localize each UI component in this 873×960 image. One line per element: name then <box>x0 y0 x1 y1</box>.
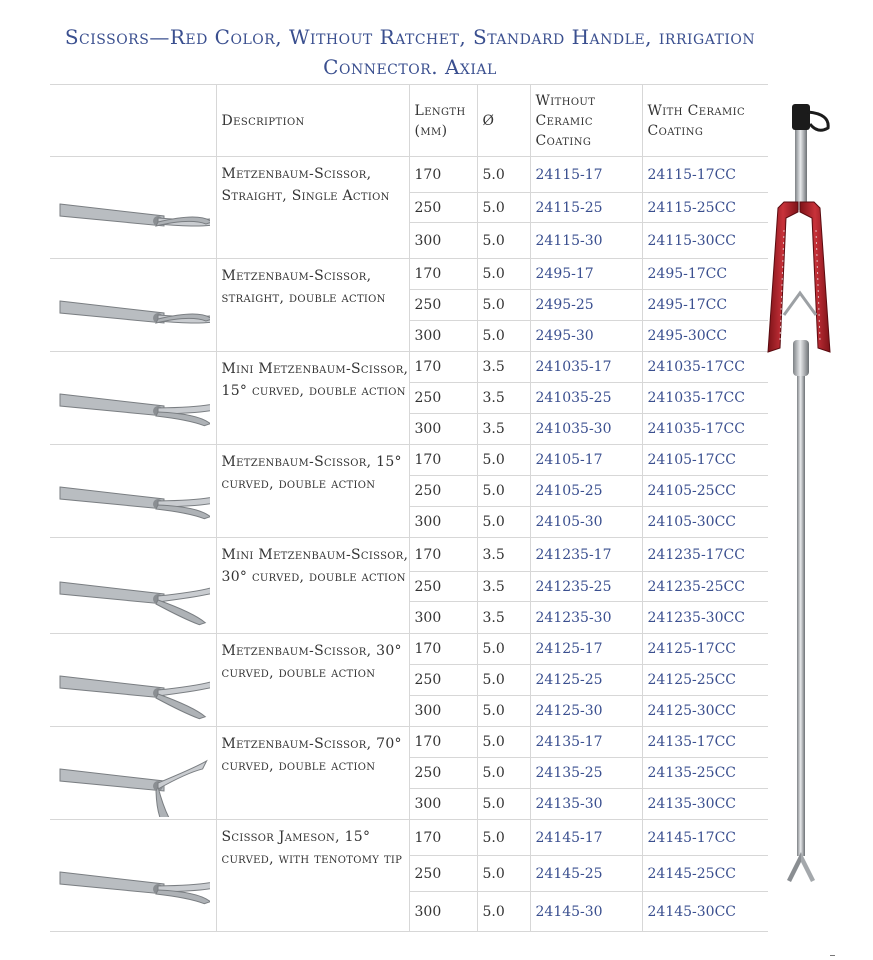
article-code-cc-cell: 2495-17CC <box>642 259 768 290</box>
instrument-tip-image <box>50 820 216 932</box>
length-cell: 300 <box>409 507 477 538</box>
article-code-cc-cell: 24145-25CC <box>642 856 768 892</box>
length-cell: 250 <box>409 856 477 892</box>
length-cell: 250 <box>409 383 477 414</box>
article-code-cell: 241235-25 <box>530 572 642 602</box>
table-header-row <box>50 85 768 157</box>
article-code-cell: 2495-25 <box>530 290 642 321</box>
article-code-cc-cell: 24125-17CC <box>642 634 768 665</box>
article-code-cc-cell: 241235-30CC <box>642 602 768 634</box>
article-code-cc-cell: 24105-17CC <box>642 445 768 476</box>
product-description: Metzenbaum-Scissor, 15° curved, double action <box>216 445 409 538</box>
article-code-cell: 241235-30 <box>530 602 642 634</box>
header-description: Description <box>216 85 409 157</box>
table-row <box>50 634 768 665</box>
header-length: Length (mm) <box>409 85 477 157</box>
product-description: Metzenbaum-Scissor, straight, double action <box>216 259 409 352</box>
length-cell: 300 <box>409 321 477 352</box>
article-code-cc-cell: 241235-17CC <box>642 538 768 572</box>
diameter-cell: 5.0 <box>477 259 530 290</box>
article-code-cell: 24145-30 <box>530 892 642 932</box>
scissor-tip-icon <box>50 261 210 349</box>
article-code-cell: 24145-25 <box>530 856 642 892</box>
diameter-cell: 5.0 <box>477 696 530 727</box>
header-image-col <box>50 85 216 157</box>
length-cell: 170 <box>409 259 477 290</box>
length-cell: 170 <box>409 352 477 383</box>
diameter-cell: 3.5 <box>477 602 530 634</box>
length-cell: 250 <box>409 665 477 696</box>
product-description: Metzenbaum-Scissor, 30° curved, double action <box>216 634 409 727</box>
table-row <box>50 259 768 290</box>
title-line-2: Connector. Axial <box>323 55 497 79</box>
title-line-1: Scissors—Red Color, Without Ratchet, Standard Handle, irrigation <box>64 25 756 49</box>
page-mark <box>830 955 835 956</box>
article-code-cell: 24125-30 <box>530 696 642 727</box>
diameter-cell: 5.0 <box>477 634 530 665</box>
article-code-cell: 24115-17 <box>530 157 642 193</box>
article-code-cc-cell: 2495-17CC <box>642 290 768 321</box>
scissor-tip-icon <box>787 852 815 882</box>
product-description: Metzenbaum-Scissor, 70° curved, double action <box>216 727 409 820</box>
diameter-cell: 3.5 <box>477 352 530 383</box>
instrument-tip-image <box>50 538 216 634</box>
instrument-tip-image <box>50 634 216 727</box>
article-code-cc-cell: 24115-25CC <box>642 193 768 223</box>
product-table <box>50 84 768 932</box>
page-title <box>0 22 820 82</box>
article-code-cell: 24135-25 <box>530 758 642 789</box>
header-diameter: Ø <box>477 85 530 157</box>
scissor-tip-icon <box>50 729 210 817</box>
instrument-tip-image <box>50 727 216 820</box>
diameter-cell: 5.0 <box>477 789 530 820</box>
length-cell: 250 <box>409 193 477 223</box>
article-code-cell: 24115-25 <box>530 193 642 223</box>
laparoscopic-instrument-illustration <box>760 100 840 890</box>
table-row <box>50 445 768 476</box>
length-cell: 250 <box>409 290 477 321</box>
article-code-cc-cell: 24105-25CC <box>642 476 768 507</box>
length-cell: 250 <box>409 572 477 602</box>
article-code-cell: 2495-17 <box>530 259 642 290</box>
article-code-cc-cell: 241035-17CC <box>642 414 768 445</box>
article-code-cc-cell: 2495-30CC <box>642 321 768 352</box>
article-code-cc-cell: 241035-17CC <box>642 352 768 383</box>
diameter-cell: 5.0 <box>477 892 530 932</box>
table-row <box>50 538 768 572</box>
instrument-tip-image <box>50 157 216 259</box>
scissor-tip-icon <box>50 542 210 630</box>
scissor-tip-icon <box>50 354 210 442</box>
product-description: Scissor Jameson, 15° curved, with tenotomy tip <box>216 820 409 932</box>
diameter-cell: 3.5 <box>477 414 530 445</box>
article-code-cell: 241035-25 <box>530 383 642 414</box>
length-cell: 170 <box>409 445 477 476</box>
article-code-cc-cell: 24115-17CC <box>642 157 768 193</box>
diameter-cell: 5.0 <box>477 321 530 352</box>
product-description: Mini Metzenbaum-Scissor, 30° curved, double action <box>216 538 409 634</box>
article-code-cc-cell: 24135-25CC <box>642 758 768 789</box>
article-code-cc-cell: 24135-30CC <box>642 789 768 820</box>
diameter-cell: 5.0 <box>477 727 530 758</box>
length-cell: 170 <box>409 634 477 665</box>
length-cell: 250 <box>409 476 477 507</box>
scissor-tip-icon <box>50 636 210 724</box>
length-cell: 170 <box>409 538 477 572</box>
article-code-cell: 24135-17 <box>530 727 642 758</box>
scissor-tip-icon <box>50 832 210 920</box>
table-row <box>50 352 768 383</box>
table-row <box>50 727 768 758</box>
length-cell: 170 <box>409 727 477 758</box>
article-code-cc-cell: 241035-17CC <box>642 383 768 414</box>
diameter-cell: 5.0 <box>477 758 530 789</box>
handle-icon <box>768 202 830 352</box>
diameter-cell: 3.5 <box>477 572 530 602</box>
diameter-cell: 5.0 <box>477 507 530 538</box>
connector-cap-icon <box>792 104 828 130</box>
header-without-coating: Without Ceramic Coating <box>530 85 642 157</box>
scissor-tip-icon <box>50 164 210 252</box>
article-code-cc-cell: 24135-17CC <box>642 727 768 758</box>
diameter-cell: 5.0 <box>477 856 530 892</box>
product-description: Metzenbaum-Scissor, Straight, Single Action <box>216 157 409 259</box>
length-cell: 300 <box>409 602 477 634</box>
article-code-cell: 241035-17 <box>530 352 642 383</box>
length-cell: 170 <box>409 820 477 856</box>
article-code-cell: 241235-17 <box>530 538 642 572</box>
diameter-cell: 5.0 <box>477 157 530 193</box>
length-cell: 300 <box>409 414 477 445</box>
length-cell: 300 <box>409 892 477 932</box>
diameter-cell: 5.0 <box>477 445 530 476</box>
article-code-cell: 24115-30 <box>530 223 642 259</box>
diameter-cell: 5.0 <box>477 820 530 856</box>
table-row <box>50 157 768 193</box>
article-code-cc-cell: 24125-25CC <box>642 665 768 696</box>
article-code-cell: 24135-30 <box>530 789 642 820</box>
article-code-cc-cell: 241235-25CC <box>642 572 768 602</box>
article-code-cc-cell: 24145-30CC <box>642 892 768 932</box>
article-code-cell: 24105-17 <box>530 445 642 476</box>
length-cell: 300 <box>409 789 477 820</box>
article-code-cc-cell: 24125-30CC <box>642 696 768 727</box>
article-code-cell: 241035-30 <box>530 414 642 445</box>
length-cell: 300 <box>409 223 477 259</box>
length-cell: 300 <box>409 696 477 727</box>
diameter-cell: 3.5 <box>477 538 530 572</box>
diameter-cell: 5.0 <box>477 223 530 259</box>
article-code-cell: 24125-17 <box>530 634 642 665</box>
table-row <box>50 820 768 856</box>
length-cell: 250 <box>409 758 477 789</box>
article-code-cc-cell: 24105-30CC <box>642 507 768 538</box>
scissor-tip-icon <box>50 447 210 535</box>
product-description: Mini Metzenbaum-Scissor, 15° curved, double action <box>216 352 409 445</box>
article-code-cell: 24105-25 <box>530 476 642 507</box>
diameter-cell: 5.0 <box>477 476 530 507</box>
article-code-cell: 24145-17 <box>530 820 642 856</box>
diameter-cell: 5.0 <box>477 665 530 696</box>
instrument-tip-image <box>50 259 216 352</box>
diameter-cell: 5.0 <box>477 193 530 223</box>
article-code-cell: 24125-25 <box>530 665 642 696</box>
diameter-cell: 5.0 <box>477 290 530 321</box>
instrument-tip-image <box>50 352 216 445</box>
header-with-coating: With Ceramic Coating <box>642 85 768 157</box>
article-code-cell: 2495-30 <box>530 321 642 352</box>
diameter-cell: 3.5 <box>477 383 530 414</box>
article-code-cc-cell: 24115-30CC <box>642 223 768 259</box>
length-cell: 170 <box>409 157 477 193</box>
article-code-cell: 24105-30 <box>530 507 642 538</box>
instrument-tip-image <box>50 445 216 538</box>
article-code-cc-cell: 24145-17CC <box>642 820 768 856</box>
